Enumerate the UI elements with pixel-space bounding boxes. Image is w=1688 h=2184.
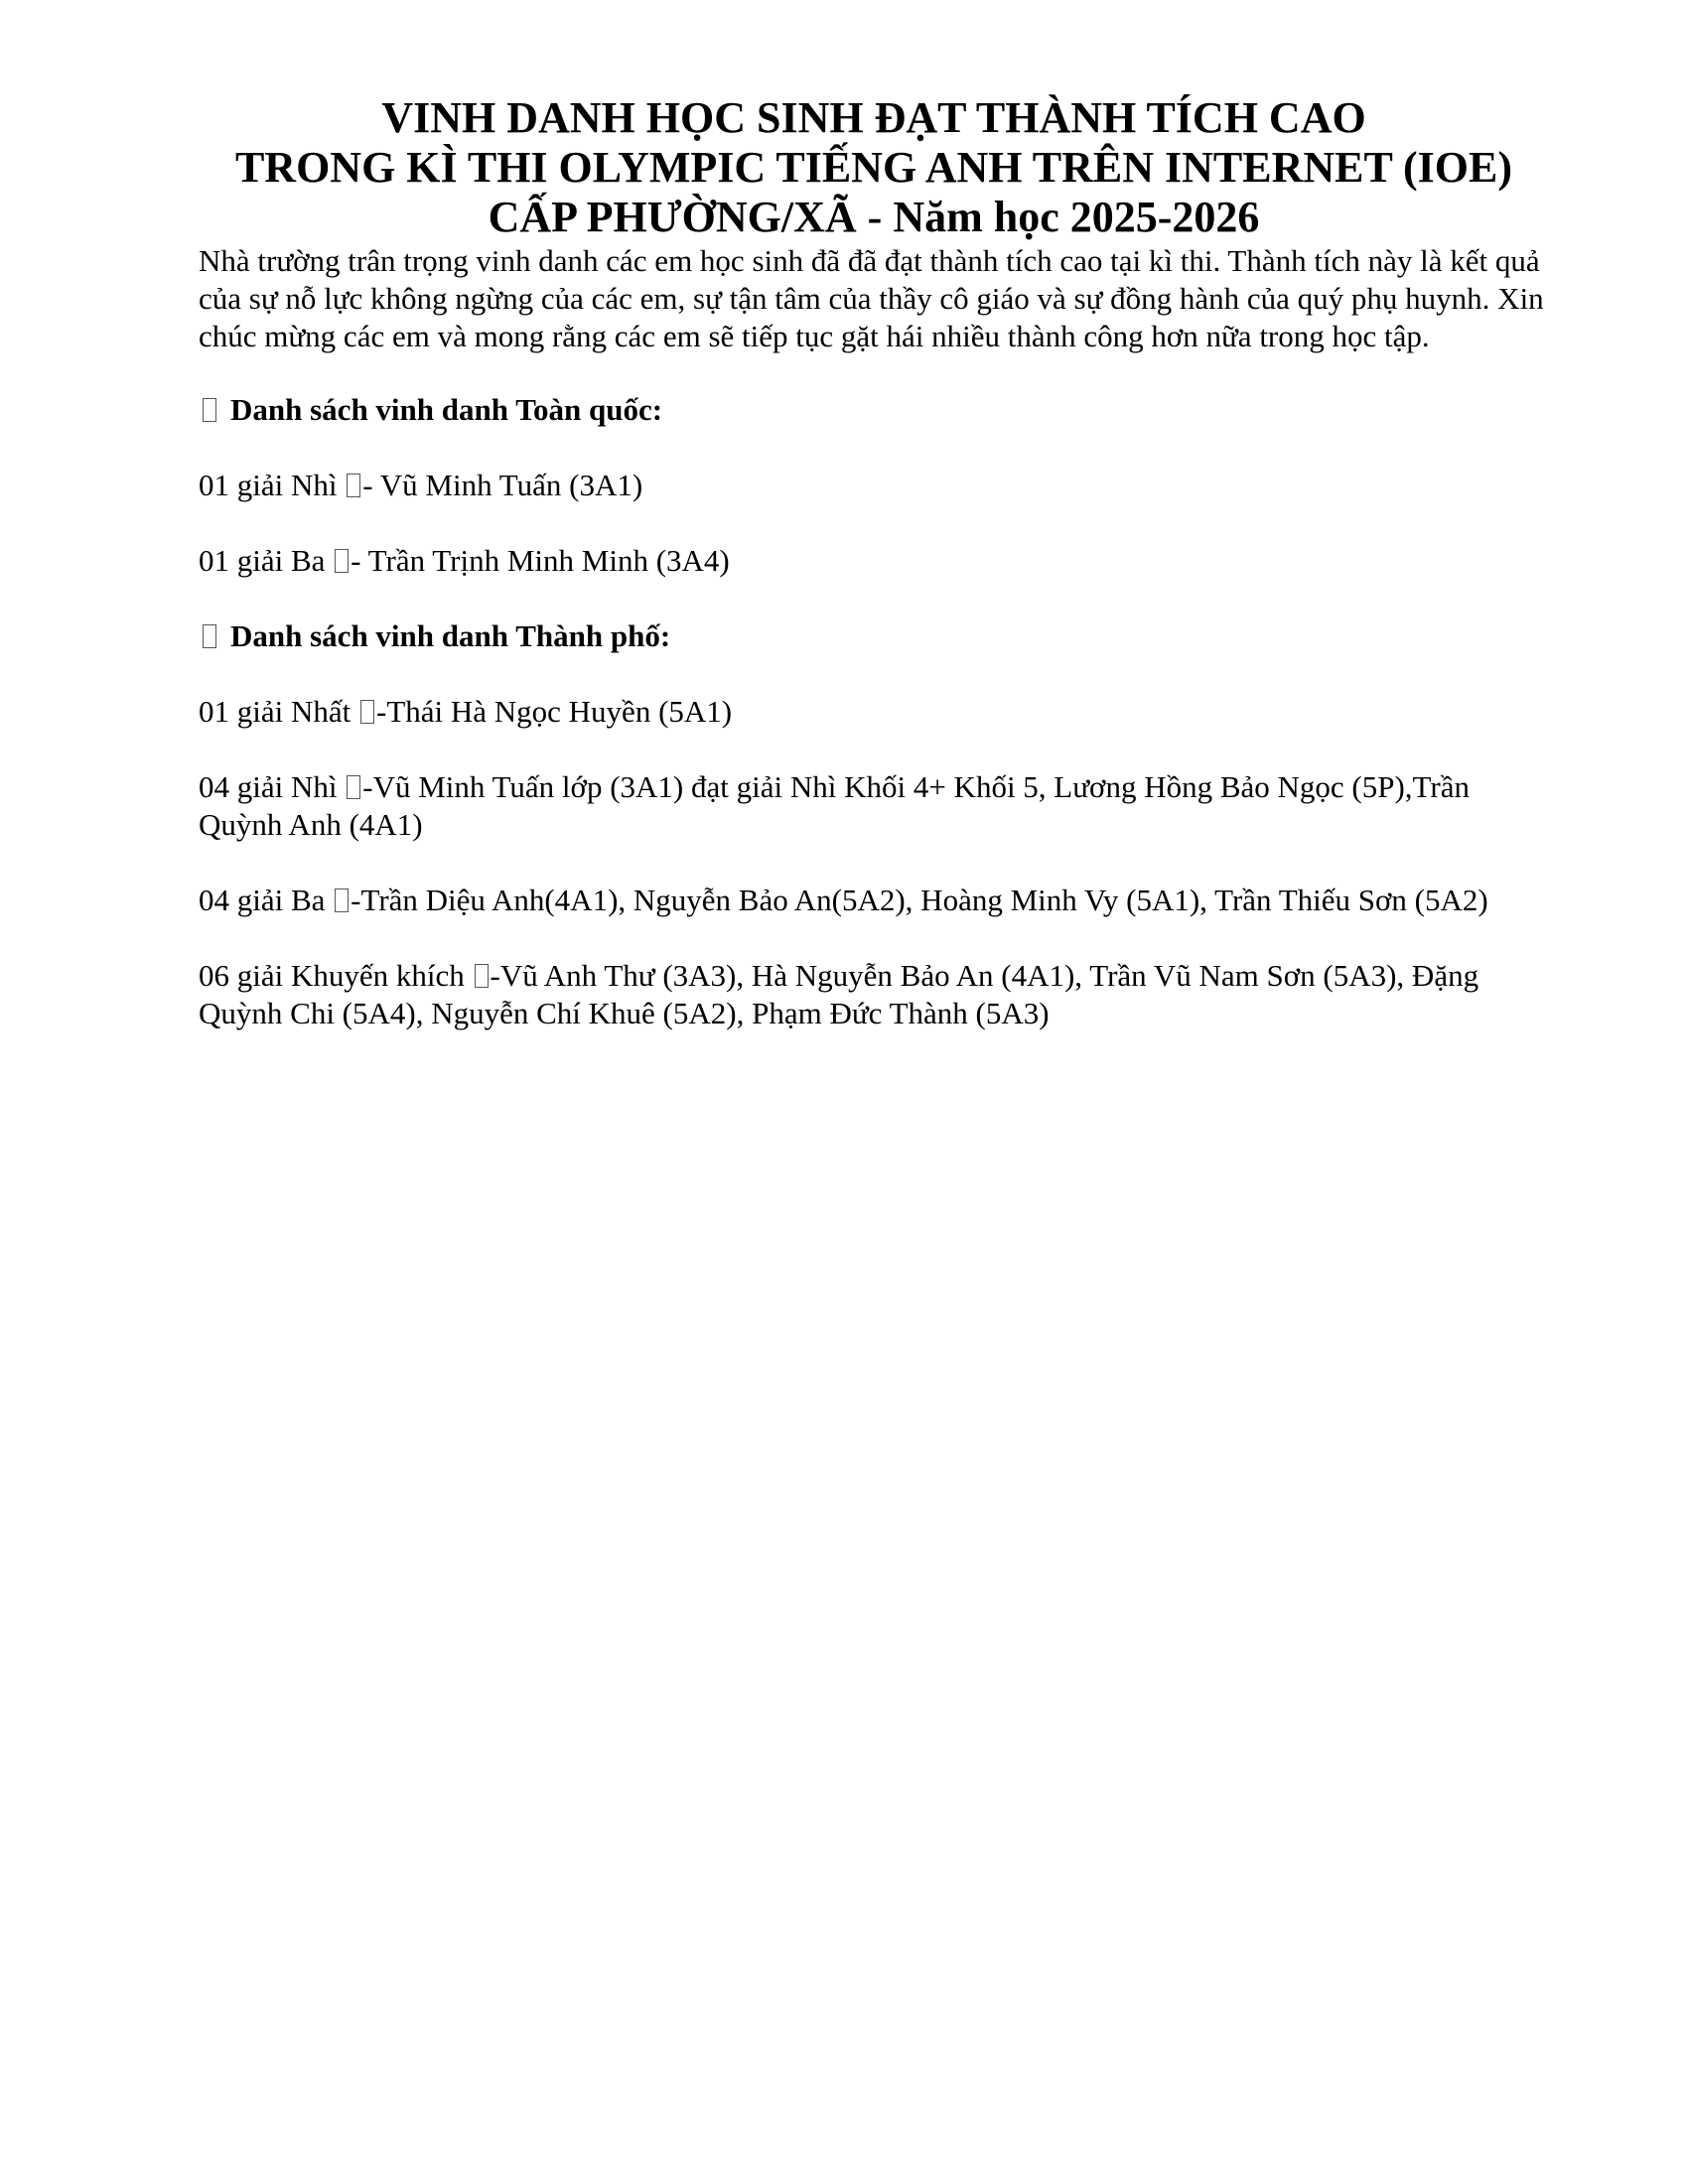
bullet-icon [203, 398, 216, 422]
city-entry [199, 693, 1549, 731]
medal-icon [335, 549, 349, 573]
bullet-icon [203, 624, 216, 648]
title-line-2: TRONG KÌ THI OLYMPIC TIẾNG ANH TRÊN INTERNET (IOE) [234, 143, 1513, 192]
national-entry [199, 542, 1549, 580]
prize-label: 06 giải Khuyến khích [199, 958, 465, 993]
winner-names: -Vũ Anh Thư (3A3), Hà Nguyễn Bảo An (4A1), Trần Vũ Nam Sơn (5A3), Đặng Quỳnh Chi (5A4), Nguyễn Chí Khuê (5A2), Phạm Đức Thành (5A3) [199, 958, 1479, 1030]
title-line-1: VINH DANH HỌC SINH ĐẠT THÀNH TÍCH CAO [381, 93, 1366, 142]
medal-icon [335, 888, 349, 912]
national-section-heading [199, 391, 1549, 429]
winner-names: - Vũ Minh Tuấn (3A1) [362, 468, 643, 502]
city-entry [199, 882, 1549, 919]
medal-icon [347, 775, 360, 799]
medal-icon [360, 700, 374, 724]
prize-label: 01 giải Nhì [199, 468, 338, 502]
title-line-3: CẤP PHƯỜNG/XÃ - Năm học 2025-2026 [488, 193, 1260, 241]
city-section-heading [199, 617, 1549, 655]
prize-label: 04 giải Ba [199, 883, 326, 917]
national-entry [199, 467, 1549, 504]
winner-names: -Thái Hà Ngọc Huyền (5A1) [376, 694, 733, 729]
medal-icon [347, 474, 360, 497]
winner-names: -Trần Diệu Anh(4A1), Nguyễn Bảo An(5A2), Hoàng Minh Vy (5A1), Trần Thiếu Sơn (5A2) [351, 883, 1488, 917]
winner-names: - Trần Trịnh Minh Minh (3A4) [351, 543, 730, 578]
city-heading-text: Danh sách vinh danh Thành phố: [230, 618, 671, 653]
intro-paragraph: Nhà trường trân trọng vinh danh các em học sinh đã đã đạt thành tích cao tại kì thi. Thành tích này là kết quả của sự nỗ lực không ngừng của các em, sự tận tâm của thầy cô giáo và sự đồng hành của quý phụ huynh. Xin chúc mừng các em và mong rằng các em sẽ tiếp tục gặt hái nhiều thành công hơn nữa trong học tập. [199, 243, 1544, 353]
city-entry [199, 768, 1549, 844]
winner-names: -Vũ Minh Tuấn lớp (3A1) đạt giải Nhì Khối 4+ Khối 5, Lương Hồng Bảo Ngọc (5P),Trần Quỳnh Anh (4A1) [199, 769, 1470, 842]
city-entry [199, 957, 1549, 1032]
prize-label: 04 giải Nhì [199, 769, 338, 804]
prize-label: 01 giải Nhất [199, 694, 352, 729]
page-title [199, 93, 1549, 242]
national-heading-text: Danh sách vinh danh Toàn quốc: [230, 392, 663, 427]
document-page [199, 93, 1549, 1070]
medal-icon [475, 964, 489, 988]
prize-label: 01 giải Ba [199, 543, 326, 578]
